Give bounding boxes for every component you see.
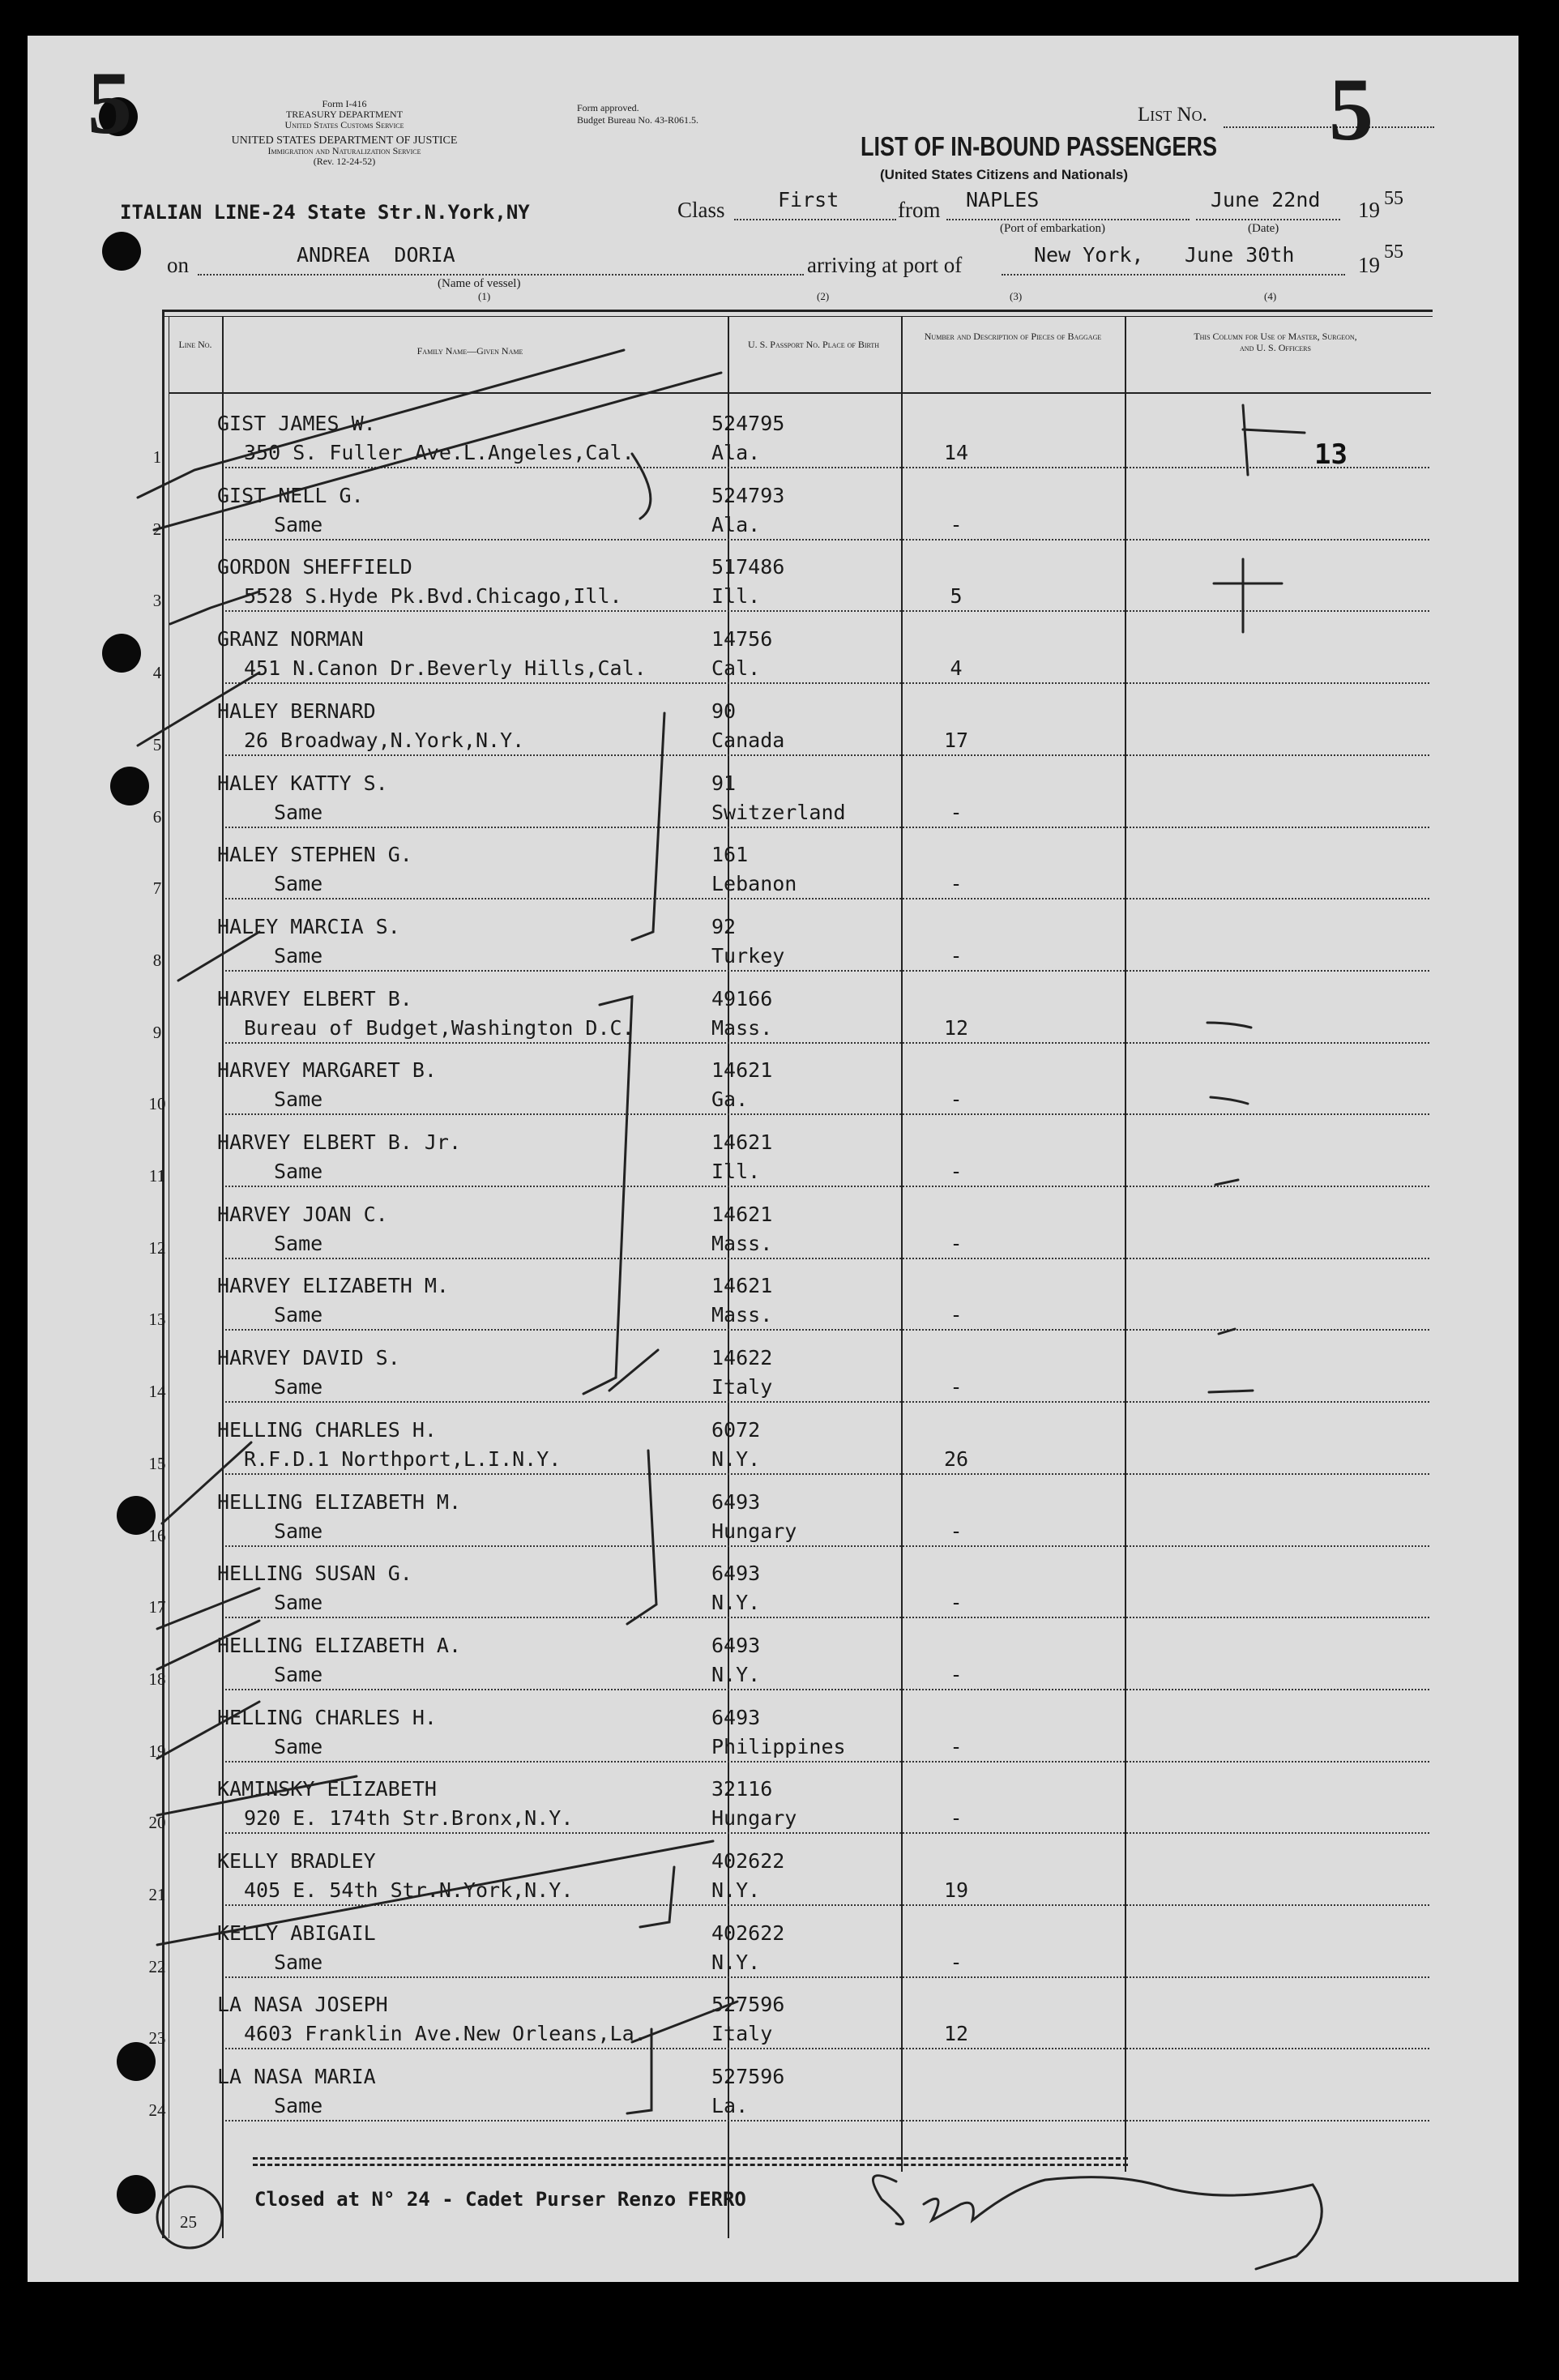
check-mark [157,1776,357,1815]
place-of-birth: N.Y. [711,1591,761,1615]
passenger-name: HARVEY MARGARET B. [217,1058,437,1083]
passenger-address: Same [274,1160,323,1183]
baggage-count: 12 [943,1015,969,1040]
plus-mark [1214,559,1282,632]
place-of-birth: Italy [711,2022,773,2046]
baggage-count: - [950,1303,963,1327]
on-label: on [167,253,189,277]
place-of-birth: Philippines [711,1734,846,1758]
passenger-address: R.F.D.1 Northport,L.I.N.Y. [244,1446,562,1471]
passport-number: 527596 [711,1993,785,2017]
passport-number: 6072 [711,1417,761,1442]
arrival-year: 55 [1384,241,1403,263]
place-of-birth: N.Y. [711,1878,761,1902]
col-header-officers: This Column for Use of Master, Surgeon, and U. S. Officers [1194,331,1357,353]
line-number: 22 [148,1956,166,1976]
corner-number-left: 5 [88,53,132,152]
customs-service: United States Customs Service [284,119,404,130]
baggage-count: - [950,1591,963,1615]
baggage-count: - [950,1519,963,1543]
passenger-address: Same [274,872,323,896]
passenger-name: HELLING ELIZABETH A. [217,1633,462,1657]
baggage-count: - [950,943,963,968]
line-number: 7 [152,878,162,899]
passenger-address: 350 S. Fuller Ave.L.Angeles,Cal. [244,441,634,464]
passport-number: 402622 [711,1921,785,1945]
passenger-name: GRANZ NORMAN [217,627,364,652]
line-number: 18 [148,1669,166,1689]
port-of-embarkation: NAPLES [966,188,1040,212]
caption-3: (3) [1010,290,1023,302]
page-subtitle: (United States Citizens and Nationals) [880,167,1129,182]
line-number: 1 [152,447,162,467]
departure-year: 55 [1384,188,1403,209]
passenger-name: HALEY MARCIA S. [217,914,400,938]
place-of-birth: Hungary [711,1806,797,1831]
passenger-address: 451 N.Canon Dr.Beverly Hills,Cal. [244,656,647,681]
officer-mark-13: 13 [1314,438,1348,471]
baggage-count: - [950,1231,963,1255]
baggage-count: - [950,800,963,824]
passenger-name: LA NASA MARIA [217,2065,376,2089]
passenger-name: HELLING CHARLES H. [217,1417,437,1442]
year-prefix: 19 [1358,198,1380,222]
dash-mark [1209,1391,1253,1392]
arrival-date: June 30th [1185,243,1295,267]
passport-number: 14622 [711,1346,773,1370]
place-of-birth: Ala. [711,441,761,464]
bracket-line [583,997,632,1394]
check-mark [157,1702,259,1758]
passenger-name: HARVEY ELBERT B. Jr. [217,1130,462,1154]
place-of-birth: Cal. [711,656,761,681]
bracket-line [632,713,664,940]
dash-mark [1215,1180,1238,1185]
passport-number: 14621 [711,1274,773,1298]
place-of-birth: Ala. [711,512,761,536]
tick-bracket [632,454,651,519]
line-number: 15 [148,1453,166,1473]
passport-number: 6493 [711,1705,761,1729]
passport-number: 6493 [711,1489,761,1514]
place-of-birth: Italy [711,1375,773,1399]
passenger-address: Bureau of Budget,Washington D.C. [244,1015,634,1040]
caption-1: (1) [478,290,491,302]
treasury-dept: TREASURY DEPARTMENT [285,109,404,120]
dash-mark [1219,1329,1235,1334]
passenger-address: Same [274,1375,323,1399]
passenger-address: Same [274,1231,323,1255]
place-of-birth: Ill. [711,1160,761,1183]
passenger-address: 5528 S.Hyde Pk.Bvd.Chicago,Ill. [244,584,622,609]
baggage-count: - [950,1160,963,1183]
check-mark [138,350,624,498]
budget-bureau: Budget Bureau No. 43-R061.5. [577,114,698,126]
passenger-name: KELLY ABIGAIL [217,1921,376,1945]
passenger-name: HELLING CHARLES H. [217,1705,437,1729]
line-number: 8 [152,950,162,970]
passport-number: 32116 [711,1777,773,1801]
line-number: 9 [152,1022,162,1042]
line-number: 5 [152,734,162,754]
passport-number: 14621 [711,1130,773,1154]
passenger-name: HARVEY DAVID S. [217,1346,400,1370]
passenger-address: 26 Broadway,N.York,N.Y. [244,728,525,752]
arriving-label: arriving at port of [807,253,963,277]
passenger-name: GIST NELL G. [217,483,364,507]
check-mark [138,673,259,746]
place-of-birth: Turkey [711,943,785,968]
passport-number: 14756 [711,627,773,652]
passenger-address: 4603 Franklin Ave.New Orleans,La. [244,2022,647,2046]
baggage-count: 19 [943,1878,969,1902]
passport-number: 14621 [711,1058,773,1083]
closing-line-number: 25 [180,2212,197,2232]
date-caption: (Date) [1248,222,1279,235]
passenger-name: HARVEY ELBERT B. [217,986,412,1011]
baggage-count: 4 [950,656,963,681]
passport-number: 14621 [711,1202,773,1226]
baggage-count: 26 [943,1446,969,1471]
place-of-birth: Canada [711,728,785,752]
line-number-circle [157,2186,222,2248]
dash-mark [1211,1097,1248,1104]
passenger-address: Same [274,1303,323,1327]
check-mark [157,1588,259,1629]
line-number: 21 [148,1885,166,1904]
col-header-line-no: Line No. [178,339,212,350]
baggage-count: - [950,1087,963,1112]
passport-number: 527596 [711,2065,785,2089]
place-of-birth: Switzerland [711,800,846,824]
bracket-line [632,2002,737,2042]
line-number: 19 [148,1741,166,1761]
passport-number: 402622 [711,1849,785,1873]
passport-number: 524795 [711,412,785,435]
baggage-count: 14 [943,441,969,464]
check-mark [162,1442,251,1523]
line-number: 10 [148,1094,166,1114]
passenger-address: 405 E. 54th Str.N.York,N.Y. [244,1878,574,1902]
place-of-birth: Lebanon [711,872,797,896]
passenger-address: Same [274,2094,323,2118]
arrival-port: New York, [1034,243,1144,267]
place-of-birth: N.Y. [711,1950,761,1974]
baggage-count: - [950,1734,963,1758]
passport-number: 90 [711,699,737,723]
passenger-name: LA NASA JOSEPH [217,1993,388,2017]
year-prefix: 19 [1358,253,1380,277]
passenger-name: HELLING ELIZABETH M. [217,1489,462,1514]
place-of-birth: Mass. [711,1303,773,1327]
baggage-count: 12 [943,2022,969,2046]
passport-number: 517486 [711,555,785,579]
passenger-name: HARVEY ELIZABETH M. [217,1274,449,1298]
col-header-passport: U. S. Passport No. Place of Birth [747,339,880,350]
caption-4: (4) [1264,290,1277,302]
baggage-count: 5 [950,584,963,609]
place-of-birth: Mass. [711,1015,773,1040]
check-mark [170,592,259,624]
check-mark [157,1841,713,1945]
passport-number: 6493 [711,1562,761,1586]
list-no-value: 5 [1329,60,1373,159]
agent-line: ITALIAN LINE-24 State Str.N.York,NY [120,201,530,224]
passenger-address: Same [274,1591,323,1615]
col-header-name: Family Name—Given Name [416,345,523,357]
line-number: 13 [148,1310,166,1330]
passport-number: 6493 [711,1633,761,1657]
check-mark [178,932,259,981]
line-number: 14 [148,1382,166,1402]
passenger-name: KAMINSKY ELIZABETH [217,1777,437,1801]
line-number: 16 [148,1525,166,1545]
vessel-caption: (Name of vessel) [438,277,521,290]
place-of-birth: La. [711,2094,749,2118]
place-of-birth: Mass. [711,1231,773,1255]
class-label: Class [677,198,725,222]
bracket-line [640,1867,674,1927]
passenger-name: HELLING SUSAN G. [217,1562,412,1586]
passenger-address: Same [274,1087,323,1112]
place-of-birth: N.Y. [711,1446,761,1471]
bracket-line [627,1451,656,1624]
passenger-name: HALEY STEPHEN G. [217,843,412,867]
line-number: 2 [152,519,162,539]
passenger-name: GORDON SHEFFIELD [217,555,412,579]
baggage-count: - [950,1662,963,1686]
passenger-address: Same [274,1519,323,1543]
ins-line: Immigration and Naturalization Service [267,145,421,156]
passenger-address: Same [274,1950,323,1974]
place-of-birth: Hungary [711,1519,797,1543]
line-number: 11 [148,1166,166,1186]
passenger-name: HALEY KATTY S. [217,771,388,795]
line-number: 23 [148,2028,166,2049]
check-mark [154,373,721,530]
baggage-count: - [950,512,963,536]
passenger-name: HALEY BERNARD [217,699,376,723]
justice-dept: UNITED STATES DEPARTMENT OF JUSTICE [231,135,458,147]
dash-mark [1207,1023,1251,1028]
vessel-name: ANDREA DORIA [297,243,455,267]
passport-number: 524793 [711,483,785,507]
passport-number: 49166 [711,986,773,1011]
closing-text: Closed at N° 24 - Cadet Purser Renzo FERRO [254,2188,746,2211]
line-number: 3 [152,591,162,611]
passenger-address: Same [274,1734,323,1758]
passenger-address: Same [274,943,323,968]
line-number: 24 [148,2100,166,2121]
caption-2: (2) [817,290,830,302]
list-no-label: List No. [1138,104,1207,126]
place-of-birth: Ga. [711,1087,749,1112]
passenger-address: Same [274,800,323,824]
baggage-count: - [950,1950,963,1974]
form-number: Form I-416 [322,98,367,109]
passenger-address: Same [274,1662,323,1686]
revision: (Rev. 12-24-52) [313,156,376,167]
departure-date: June 22nd [1211,188,1321,212]
passenger-name: KELLY BRADLEY [217,1849,376,1873]
line-number: 6 [152,806,162,827]
baggage-count: - [950,1806,963,1831]
baggage-count: - [950,872,963,896]
passenger-address: 920 E. 174th Str.Bronx,N.Y. [244,1806,574,1831]
line-number: 4 [152,663,162,683]
line-number: 12 [148,1237,166,1258]
port-caption: (Port of embarkation) [1000,222,1105,235]
baggage-count: - [950,1375,963,1399]
passenger-name: HARVEY JOAN C. [217,1202,388,1226]
place-of-birth: N.Y. [711,1662,761,1686]
plus-mark [1243,405,1305,475]
class-value: First [778,188,839,212]
line-number: 17 [148,1597,166,1617]
approval-line: Form approved. [577,102,639,113]
place-of-birth: Ill. [711,584,761,609]
bracket-line [627,2029,651,2113]
from-label: from [898,198,941,222]
passport-number: 92 [711,914,737,938]
passport-number: 91 [711,771,737,795]
passenger-address: Same [274,512,323,536]
page-title: LIST OF IN-BOUND PASSENGERS [861,131,1218,161]
passenger-name: GIST JAMES W. [217,412,376,435]
check-mark [157,1621,259,1669]
signature-stroke [873,2176,1322,2269]
baggage-count: 17 [943,728,969,752]
line-number: 20 [148,1813,166,1833]
col-header-baggage: Number and Description of Pieces of Baggage [924,331,1102,342]
passport-number: 161 [711,843,749,867]
